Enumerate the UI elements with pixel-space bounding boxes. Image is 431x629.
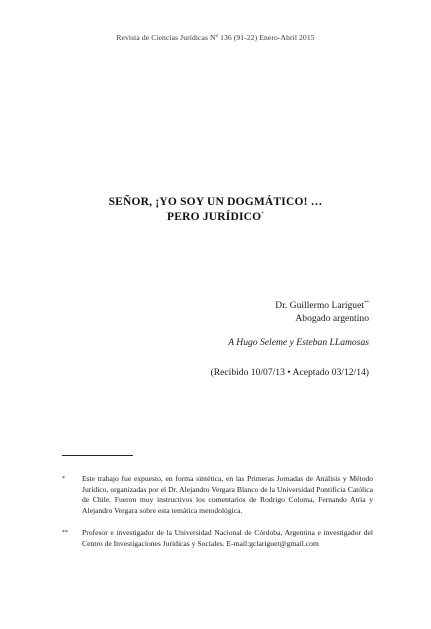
footnote-1-mark: * (62, 476, 65, 482)
footnote-1 (62, 474, 373, 516)
running-head: Revista de Ciencias Jurídicas Nº 136 (91-22) Enero-Abril 2015 (116, 33, 315, 42)
footnote-2-text: Profesor e investigador de la Universidad Nacional de Córdoba, Argentina e investigador del Centro de Investigaciones Jurídicas y Sociales. E-mail:gclariguet@gmail.com (82, 528, 373, 548)
footnote-2 (62, 528, 373, 549)
author-name (275, 300, 369, 311)
author-name-text: Dr. Guillermo Lariguet (275, 300, 364, 311)
article-title-text: PERO JURÍDICO (167, 211, 262, 223)
dedication: A Hugo Seleme y Esteban LLamosas (228, 337, 369, 348)
author-footnote-mark: ** (364, 300, 369, 306)
title-footnote-mark: * (261, 212, 264, 218)
footnote-2-mark: ** (62, 530, 68, 536)
article-title-line-2 (0, 211, 431, 223)
article-title-line-1: SEÑOR, ¡YO SOY UN DOGMÁTICO! … (108, 196, 323, 208)
received-accepted-dates: (Recibido 10/07/13 • Aceptado 03/12/14) (210, 367, 369, 378)
footnote-1-text: Este trabajo fue expuesto, en forma sintética, en las Primeras Jornadas de Análisis y Método Jurídico, organizadas por el Dr. Alejandro Vergara Blanco de la Universidad Pontificia Católica de Chile. Fueron muy instructivos los comentarios de Rodrigo Coloma, Fernando Atria y Alejandro Vergara sobre esta temática metodológica. (82, 474, 373, 515)
author-role: Abogado argentino (295, 313, 369, 324)
footnote-separator (62, 455, 133, 456)
